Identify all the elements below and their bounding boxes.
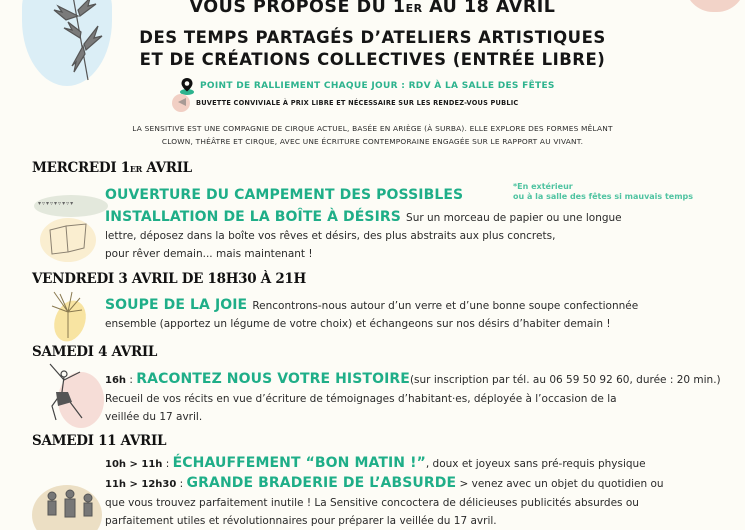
event-campement	[105, 184, 463, 203]
glass-icon	[172, 94, 190, 112]
company-intro	[0, 122, 745, 148]
event-soupe	[105, 295, 735, 333]
event-echauffement	[105, 453, 735, 474]
event-title: GRANDE BRADERIE DE L’ABSURDE	[186, 475, 457, 491]
event-desc-line: pour rêver demain... mais maintenant !	[105, 248, 313, 260]
day-heading-wednesday: MERCREDI 1ER AVRIL	[32, 160, 192, 176]
title-line-2: DES TEMPS PARTAGÉS D’ATELIERS ARTISTIQUES	[139, 28, 606, 47]
event-title: RACONTEZ NOUS VOTRE HISTOIRE	[136, 371, 410, 387]
event-desc: , doux et joyeux sans pré-requis physique	[425, 458, 646, 470]
event-desc: (sur inscription par tél. au 06 59 50 92 60, durée : 20 min.)	[409, 374, 721, 386]
map-pin-icon	[180, 77, 194, 95]
event-braderie	[105, 473, 740, 530]
event-desc-line: parfaitement utiles et révolutionnaires pour préparer la veillée du 17 avril.	[105, 515, 497, 527]
intro-line-1: LA SENSITIVE EST UNE COMPAGNIE DE CIRQUE ACTUEL, BASÉE EN ARIÈGE (À SURBA). ELLE EXPLORE DES FORMES MÊLANT	[132, 124, 613, 133]
dancer-drawing	[34, 362, 98, 430]
event-desc: Sur un morceau de papier ou une longue	[406, 212, 622, 224]
event-desc: > venez avec un objet du quotidien ou	[456, 478, 664, 490]
event-boite-a-desirs	[105, 207, 725, 263]
separator: :	[176, 478, 187, 490]
separator: :	[162, 458, 173, 470]
event-desc-line: Recueil de vos récits en vue d’écriture de témoignages d’habitant·es, déployée à l’occasion de la	[105, 393, 617, 405]
day-heading-friday: VENDREDI 3 AVRIL DE 18H30 À 21H	[32, 271, 306, 287]
event-desc-line: veillée du 17 avril.	[105, 411, 203, 423]
leek-drawing	[48, 290, 84, 340]
event-desc-line: lettre, déposez dans la boîte vos rêves et désirs, des plus abstraits aux plus concrets,	[105, 230, 556, 242]
event-title: ÉCHAUFFEMENT “BON MATIN !”	[172, 455, 426, 471]
children-drawing	[40, 488, 100, 530]
open-book-drawing	[46, 222, 90, 256]
event-desc-line: que vous trouvez parfaitement inutile ! La Sensitive concoctera de délicieuses publicités absurdes ou	[105, 497, 639, 509]
event-time: 16h	[105, 375, 127, 386]
event-desc: Rencontrons-nous autour d’un verre et d’une bonne soupe confectionnée	[252, 300, 639, 312]
weather-note	[513, 182, 693, 202]
rally-point-text: POINT DE RALLIEMENT CHAQUE JOUR : RDV À LA SALLE DES FÊTES	[200, 81, 555, 91]
event-title: INSTALLATION DE LA BOÎTE À DÉSIRS	[105, 209, 401, 225]
intro-line-2: CLOWN, THÉÂTRE ET CIRQUE, AVEC UNE ÉCRITURE CONTEMPORAINE ENGAGÉE SUR LE RAPPORT AU VIVANT.	[161, 137, 584, 146]
day-heading-saturday-11: SAMEDI 11 AVRIL	[32, 433, 167, 449]
event-histoire	[105, 369, 735, 426]
note-line-2: ou à la salle des fêtes si mauvais temps	[513, 192, 694, 201]
event-time: 10h > 11h	[105, 459, 163, 470]
buvette-text: BUVETTE CONVIVIALE À PRIX LIBRE ET NÉCESSAIRE SUR LES RENDEZ-VOUS PUBLIC	[196, 99, 519, 107]
garland-flags: ▾▿▾▿▾▿▾▿▾	[38, 200, 75, 207]
title-line-3: ET DE CRÉATIONS COLLECTIVES (ENTRÉE LIBRE)	[139, 50, 606, 69]
title-dates: VOUS PROPOSE DU 1ER AU 18 AVRIL	[189, 0, 556, 17]
buvette-info	[172, 95, 518, 111]
rally-point	[180, 76, 555, 96]
event-desc-line: ensemble (apportez un légume de votre choix) et échangeons sur nos désirs d’habiter demain !	[105, 318, 611, 330]
separator: :	[126, 374, 137, 386]
day-heading-saturday-4: SAMEDI 4 AVRIL	[32, 344, 158, 360]
event-time: 11h > 12h30	[105, 479, 177, 490]
event-title: OUVERTURE DU CAMPEMENT DES POSSIBLES	[105, 187, 464, 203]
event-title: SOUPE DE LA JOIE	[105, 297, 248, 313]
note-line-1: *En extérieur	[513, 182, 573, 191]
